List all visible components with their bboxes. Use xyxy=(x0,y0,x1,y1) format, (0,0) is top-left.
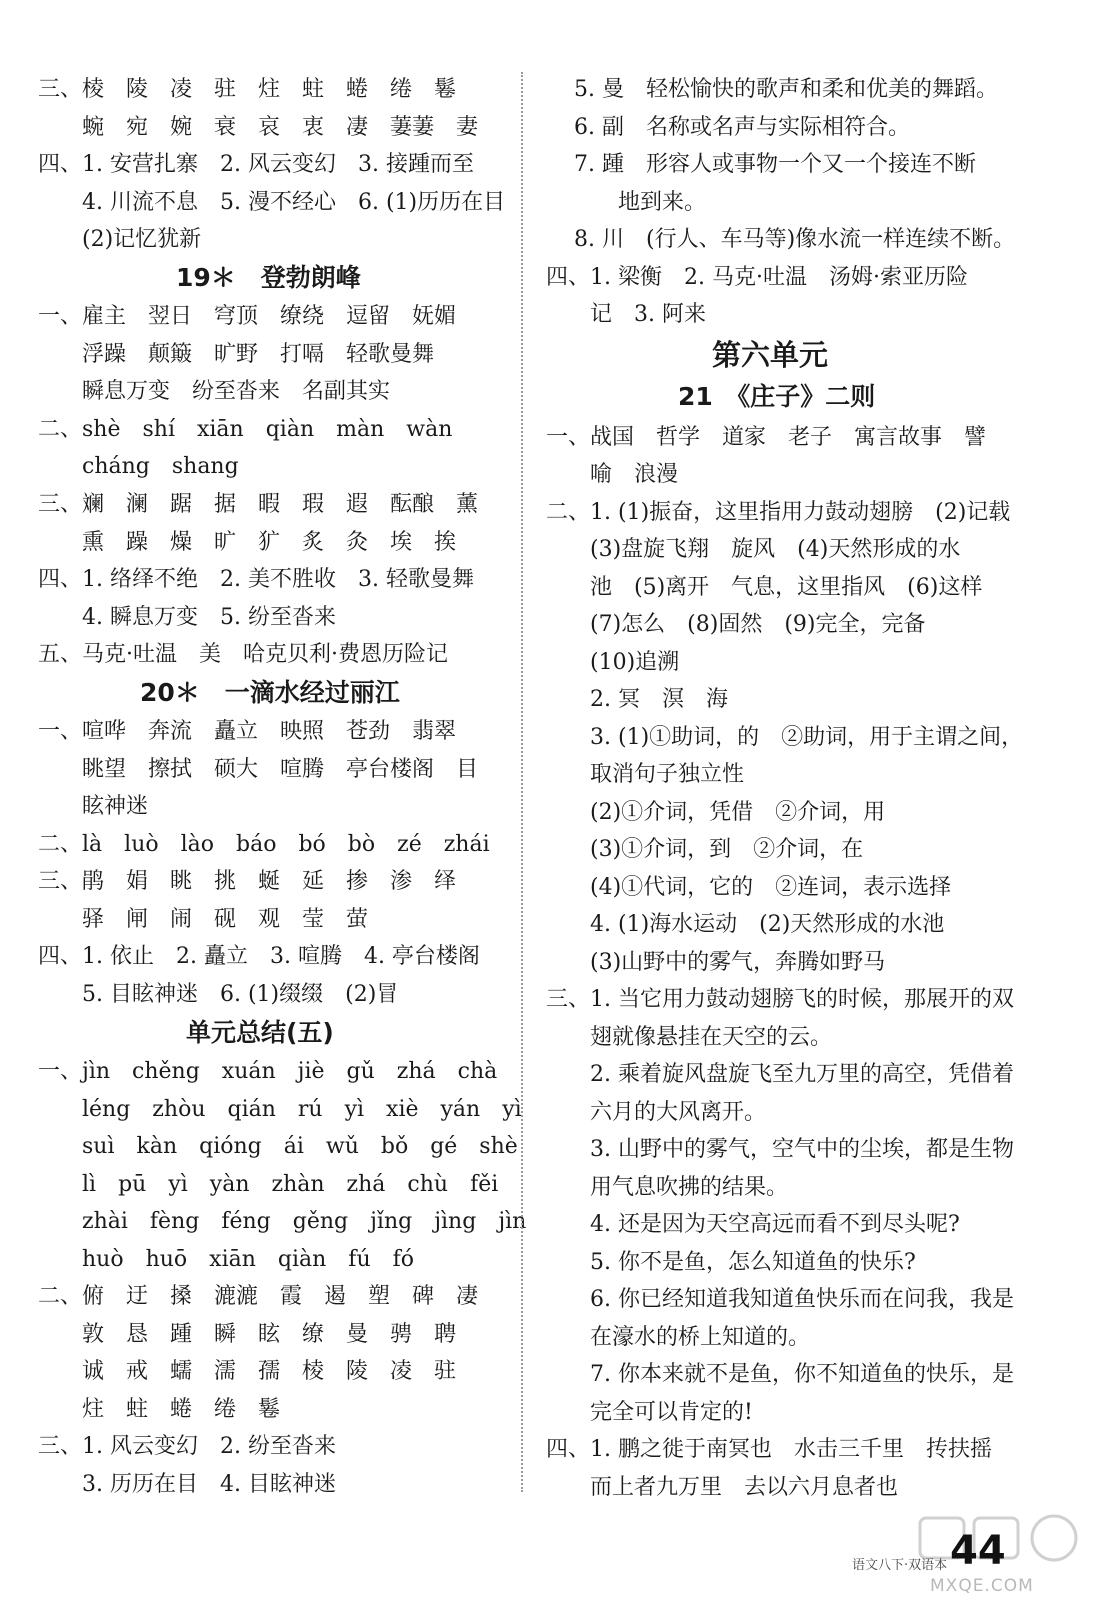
answer-line: 3. 历历在目 4. 目眩神迷 xyxy=(38,1472,336,1497)
answer-line: lì pū yì yàn zhàn zhá chù fěi xyxy=(38,1172,499,1197)
watermark-text: MXQE.COM xyxy=(930,1576,1034,1596)
answer-line: 三、鹃 娟 眺 挑 蜒 延 掺 渗 绎 xyxy=(38,869,457,894)
answer-line: 诚 戒 蠕 濡 孺 棱 陵 凌 驻 xyxy=(38,1359,457,1384)
answer-line: 4. (1)海水运动 (2)天然形成的水池 xyxy=(546,912,945,937)
answer-line: 取消句子独立性 xyxy=(546,762,745,787)
answer-line: 四、1. 络绎不绝 2. 美不胜收 3. 轻歌曼舞 xyxy=(38,567,474,592)
answer-line: 二、shè shí xiān qiàn màn wàn xyxy=(38,417,453,442)
answer-line: (7)怎么 (8)固然 (9)完全，完备 xyxy=(546,612,926,637)
answer-line: 三、斓 澜 踞 据 暇 瑕 遐 酝酿 薰 xyxy=(38,492,479,517)
answer-line: zhài fèng féng gěng jǐng jìng jìn xyxy=(38,1209,527,1234)
answer-line: (3)山野中的雾气，奔腾如野马 xyxy=(546,950,886,975)
answer-line: (3)盘旋飞翔 旋风 (4)天然形成的水 xyxy=(546,537,961,562)
answer-line: 五、马克·吐温 美 哈克贝利·费恩历险记 xyxy=(38,642,448,667)
answer-line: 4. 瞬息万变 5. 纷至沓来 xyxy=(38,605,336,630)
answer-line: 5. 曼 轻松愉快的歌声和柔和优美的舞蹈。 xyxy=(574,77,998,102)
unit-summary-heading: 单元总结(五) xyxy=(186,1018,334,1047)
answer-line: léng zhòu qián rú yì xiè yán yì xyxy=(38,1097,522,1122)
answer-line: 5. 你不是鱼，怎么知道鱼的快乐? xyxy=(546,1250,916,1275)
answer-line: 2. 冥 溟 海 xyxy=(546,687,728,712)
answer-line: 四、1. 依止 2. 矗立 3. 喧腾 4. 亭台楼阁 xyxy=(38,944,480,969)
answer-line: 炷 蛀 蜷 绻 鬈 xyxy=(38,1397,281,1422)
answer-line: 二、là luò lào báo bó bò zé zhái xyxy=(38,832,490,857)
answer-line: 4. 川流不息 5. 漫不经心 6. (1)历历在目 xyxy=(38,190,506,215)
lesson-heading: 20＊ 一滴水经过丽江 xyxy=(140,678,400,707)
answer-line: 一、雇主 翌日 穹顶 缭绕 逗留 妩媚 xyxy=(38,304,457,329)
answer-line: 四、1. 鹏之徙于南冥也 水击三千里 抟扶摇 xyxy=(546,1437,992,1462)
answer-line: 池 (5)离开 气息，这里指风 (6)这样 xyxy=(546,575,983,600)
page-number: 44 xyxy=(950,1528,1006,1574)
answer-line: 翅就像悬挂在天空的云。 xyxy=(546,1025,833,1050)
answer-line: 二、俯 迂 搡 漉漉 霞 遏 塑 碑 凄 xyxy=(38,1284,479,1309)
answer-line: 眺望 擦拭 硕大 喧腾 亭台楼阁 目 xyxy=(38,757,479,782)
answer-line: (2)①介词，凭借 ②介词，用 xyxy=(546,800,886,825)
lesson-heading: 19＊ 登勃朗峰 xyxy=(176,263,361,292)
lesson-heading: 21 《庄子》二则 xyxy=(678,382,876,411)
answer-line: 三、棱 陵 凌 驻 炷 蛀 蜷 绻 鬈 xyxy=(38,77,457,102)
answer-line: 7. 你本来就不是鱼，你不知道鱼的快乐，是 xyxy=(546,1362,1014,1387)
answer-line: 四、1. 梁衡 2. 马克·吐温 汤姆·索亚历险 xyxy=(546,265,968,290)
answer-line: 一、喧哗 奔流 矗立 映照 苍劲 翡翠 xyxy=(38,719,457,744)
answer-line: 7. 踵 形容人或事物一个又一个接连不断 xyxy=(574,152,976,177)
answer-line: (2)记忆犹新 xyxy=(38,227,202,252)
answer-line: 眩神迷 xyxy=(38,794,149,819)
answer-line: 4. 还是因为天空高远而看不到尽头呢? xyxy=(546,1212,960,1237)
answer-line: 六月的大风离开。 xyxy=(546,1100,767,1125)
unit-title: 第六单元 xyxy=(712,338,829,372)
answer-line: 熏 躁 燥 旷 犷 炙 灸 埃 挨 xyxy=(38,530,457,555)
answer-line: (10)追溯 xyxy=(546,650,680,675)
answer-line: 三、1. 风云变幻 2. 纷至沓来 xyxy=(38,1434,336,1459)
answer-line: 瞬息万变 纷至沓来 名副其实 xyxy=(38,379,391,404)
answer-line: 3. 山野中的雾气，空气中的尘埃，都是生物 xyxy=(546,1137,1014,1162)
answer-line: 三、1. 当它用力鼓动翅膀飞的时候，那展开的双 xyxy=(546,987,1014,1012)
answer-line: 8. 川 (行人、车马等)像水流一样连续不断。 xyxy=(574,227,1016,252)
answer-line: 敦 恳 踵 瞬 眩 缭 曼 骋 聘 xyxy=(38,1322,457,1347)
answer-line: suì kàn qióng ái wǔ bǒ gé shè xyxy=(38,1134,518,1159)
column-divider xyxy=(521,72,523,1492)
answer-line: cháng shang xyxy=(38,454,239,479)
answer-line: 浮躁 颠簸 旷野 打嗝 轻歌曼舞 xyxy=(38,342,435,367)
answer-line: 驿 闸 闹 砚 观 莹 萤 xyxy=(38,907,369,932)
answer-line: huò huō xiān qiàn fú fó xyxy=(38,1247,414,1272)
answer-line: 5. 目眩神迷 6. (1)缀缀 (2)冒 xyxy=(38,982,399,1007)
answer-line: 喻 浪漫 xyxy=(546,462,679,487)
answer-line: 2. 乘着旋风盘旋飞至九万里的高空，凭借着 xyxy=(546,1062,1014,1087)
answer-line: 蜿 宛 婉 衰 哀 衷 凄 萋萋 妻 xyxy=(38,115,479,140)
answer-line: 6. 副 名称或名声与实际相符合。 xyxy=(574,115,910,140)
answer-line: 四、1. 安营扎寨 2. 风云变幻 3. 接踵而至 xyxy=(38,152,474,177)
answer-line: 3. (1)①助词，的 ②助词，用于主谓之间， xyxy=(546,725,1024,750)
footer-label: 语文八下·双语本 xyxy=(852,1558,948,1573)
answer-line: 一、jìn chěng xuán jiè gǔ zhá chà xyxy=(38,1059,498,1084)
answer-line: 记 3. 阿来 xyxy=(546,302,706,327)
answer-line: (3)①介词，到 ②介词，在 xyxy=(546,837,864,862)
answer-line: 6. 你已经知道我知道鱼快乐而在问我，我是 xyxy=(546,1287,1014,1312)
answer-line: 二、1. (1)振奋，这里指用力鼓动翅膀 (2)记载 xyxy=(546,500,1011,525)
answer-line: 一、战国 哲学 道家 老子 寓言故事 譬 xyxy=(546,425,987,450)
answer-line: 而上者九万里 去以六月息者也 xyxy=(546,1475,899,1500)
answer-line: 完全可以肯定的! xyxy=(546,1400,753,1425)
answer-line: 地到来。 xyxy=(574,190,707,215)
answer-line: (4)①代词，它的 ②连词，表示选择 xyxy=(546,875,952,900)
answer-line: 用气息吹拂的结果。 xyxy=(546,1175,789,1200)
answer-line: 在濠水的桥上知道的。 xyxy=(546,1325,811,1350)
